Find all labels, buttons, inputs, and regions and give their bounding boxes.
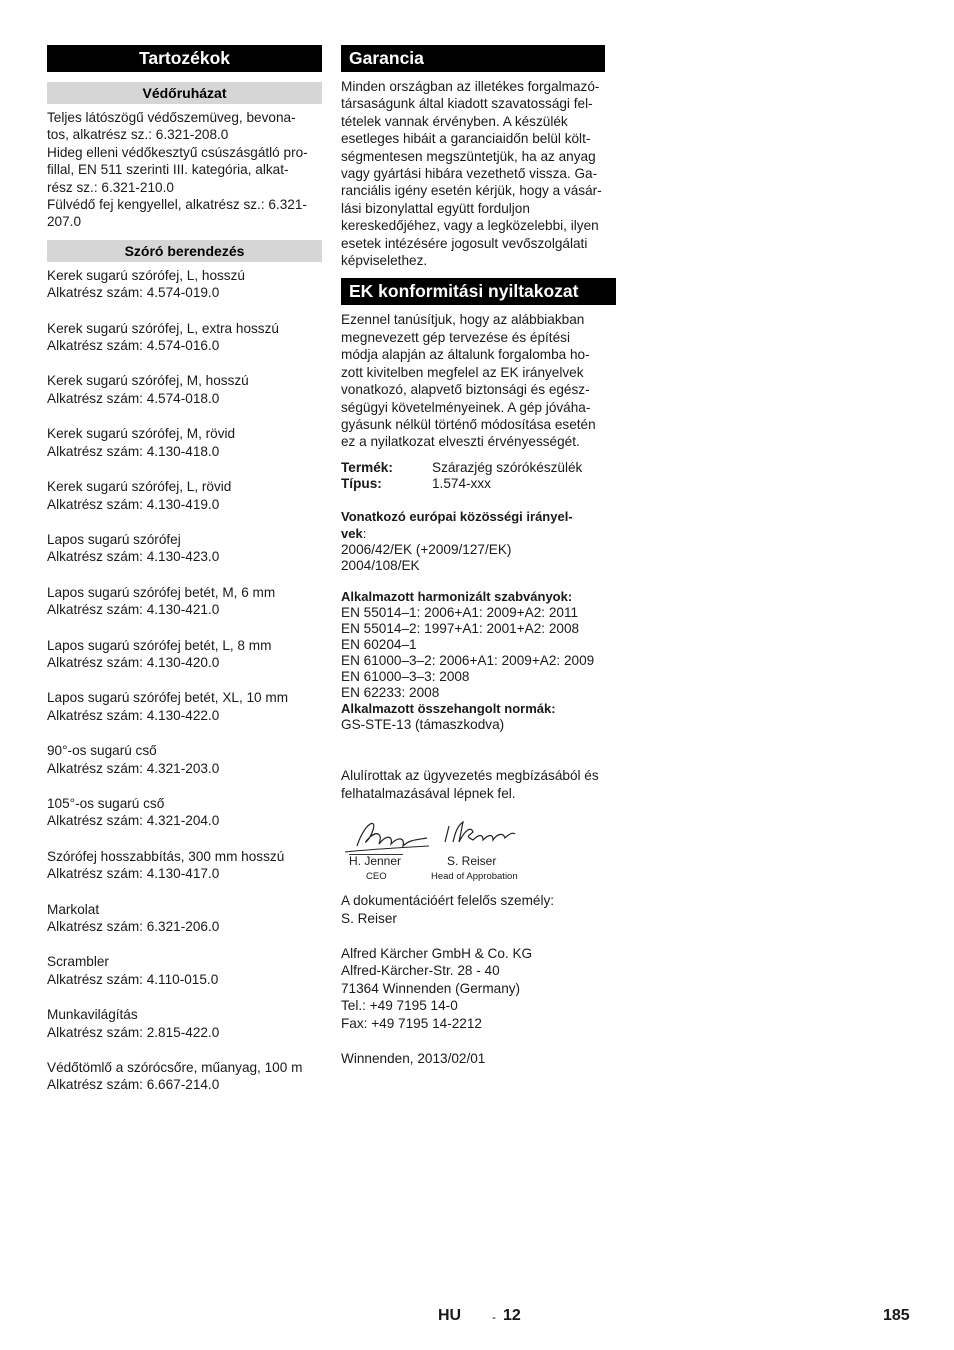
accessory-name: Védőtömlő a szórócsőre, műanyag, 100 m — [47, 1060, 303, 1076]
accessory-name: Kerek sugarú szórófej, M, hosszú — [47, 373, 249, 389]
product-label: Termék: — [341, 459, 393, 475]
ek-declaration-title: EK konformitási nyiltakozat — [341, 278, 616, 305]
spray-equipment-heading: Szóró berendezés — [47, 240, 322, 262]
accessory-part-number: Alkatrész szám: 4.574-019.0 — [47, 285, 220, 301]
accessory-name: Kerek sugarú szórófej, M, rövid — [47, 426, 236, 442]
signer1-role: CEO — [366, 871, 387, 883]
product-value: Szárazjég szórókészülék — [432, 459, 583, 475]
place-date: Winnenden, 2013/02/01 — [341, 1051, 486, 1066]
accessory-part-number: Alkatrész szám: 4.130-423.0 — [47, 549, 220, 565]
accessory-name: Scrambler — [47, 954, 109, 970]
accessory-name: Kerek sugarú szórófej, L, hosszú — [47, 267, 245, 283]
standards-section — [341, 589, 616, 733]
accessory-name: Szórófej hosszabbítás, 300 mm hosszú — [47, 848, 285, 864]
protective-clothing-line: rész sz.: 6.321-210.0 — [47, 179, 174, 195]
accessory-part-number: Alkatrész szám: 2.815-422.0 — [47, 1024, 220, 1040]
reiser-signature-scribble — [439, 816, 519, 852]
company-address — [341, 945, 616, 1032]
accessory-item — [47, 953, 322, 988]
directives-section — [341, 508, 616, 575]
warranty-line: ségmentesen megszüntetjük, ha az anyag — [341, 148, 596, 164]
standards-list — [341, 605, 616, 701]
protective-clothing-heading: Védőruházat — [47, 82, 322, 104]
accessory-item — [47, 372, 322, 407]
ek-declaration-line: megnevezett gép tervezése és építési — [341, 329, 570, 345]
accessory-name: 90°-os sugarú cső — [47, 743, 157, 759]
product-row — [341, 459, 616, 476]
documentation-responsible — [341, 892, 616, 927]
accessory-part-number: Alkatrész szám: 4.130-418.0 — [47, 443, 220, 459]
ek-declaration-line: ez a nyilatkozat elveszti érvényességét. — [341, 434, 580, 450]
protective-clothing-line: Fülvédő fej kengyellel, alkatrész sz.: 6.321- — [47, 197, 307, 213]
accessory-name: Lapos sugarú szórófej betét, L, 8 mm — [47, 637, 272, 653]
warranty-line: kereskedőjéhez, vagy a legközelebbi, ilyen — [341, 218, 599, 234]
warranty-line: képviselethez. — [341, 253, 428, 269]
accessory-part-number: Alkatrész szám: 4.130-421.0 — [47, 602, 220, 618]
accessory-item — [47, 1006, 322, 1041]
ek-declaration-line: Ezennel tanúsítjuk, hogy az alábbiakban — [341, 312, 585, 328]
directives-label-line2 — [341, 525, 616, 542]
directives-label-word: vek — [341, 525, 363, 541]
signatories-text — [341, 767, 616, 802]
accessory-item — [47, 637, 322, 672]
type-value: 1.574-xxx — [432, 476, 491, 492]
company-address-line: Alfred Kärcher GmbH & Co. KG — [341, 945, 533, 961]
accessory-item — [47, 689, 322, 724]
signatories-line: felhatalmazásával lépnek fel. — [341, 785, 516, 801]
accessory-item — [47, 848, 322, 883]
doc-person-name: S. Reiser — [341, 910, 397, 926]
protective-clothing-line: Hideg elleni védőkesztyű csúszásgátló pro- — [47, 144, 308, 160]
accessory-name: Markolat — [47, 901, 100, 917]
accessory-part-number: Alkatrész szám: 4.321-203.0 — [47, 760, 220, 776]
protective-clothing-line: tos, alkatrész sz.: 6.321-208.0 — [47, 127, 229, 143]
type-label: Típus: — [341, 476, 382, 492]
standard-item: EN 55014–2: 1997+A1: 2001+A2: 2008 — [341, 621, 580, 637]
warranty-text — [341, 78, 616, 269]
footer-page-number: 185 — [883, 1307, 910, 1324]
accessories-title: Tartozékok — [47, 45, 322, 72]
signatories-line: Alulírottak az ügyvezetés megbízásából és — [341, 768, 599, 784]
ek-declaration-line: zott kivitelben megfelel az EK irányelvek — [341, 364, 584, 380]
accessory-name: Munkavilágítás — [47, 1007, 138, 1023]
signer2-name: S. Reiser — [447, 854, 497, 869]
accessory-part-number: Alkatrész szám: 4.130-419.0 — [47, 496, 220, 512]
protective-clothing-line: Teljes látószögű védőszemüveg, bevona- — [47, 110, 296, 125]
doc-person-label: A dokumentációért felelős személy: — [341, 893, 555, 909]
product-info — [341, 459, 616, 493]
spray-equipment-list — [47, 267, 322, 1094]
accessory-item — [47, 742, 322, 777]
warranty-line: tételek vannak érvényben. A készülék — [341, 113, 568, 129]
ek-declaration-text — [341, 311, 616, 450]
type-row — [341, 475, 616, 492]
warranty-line: esetleges hibáit a garanciaidőn belül költ- — [341, 131, 591, 147]
norms-label: Alkalmazott összehangolt normák: — [341, 701, 556, 717]
accessory-name: Lapos sugarú szórófej betét, XL, 10 mm — [47, 690, 289, 706]
accessory-part-number: Alkatrész szám: 4.130-417.0 — [47, 866, 220, 882]
standard-item: EN 55014–1: 2006+A1: 2009+A2: 2011 — [341, 605, 579, 621]
warranty-title: Garancia — [341, 45, 605, 72]
directives-list — [341, 542, 616, 574]
company-address-line: Fax: +49 7195 14-2212 — [341, 1015, 482, 1031]
warranty-line: lási bizonylattal együtt forduljon — [341, 200, 530, 216]
standard-item: EN 61000–3–2: 2006+A1: 2009+A2: 2009 — [341, 653, 595, 669]
ek-declaration-line: vonatkozó, alapvető biztonsági és egész- — [341, 382, 590, 398]
company-address-line: Alfred-Kärcher-Str. 28 - 40 — [341, 963, 500, 979]
accessory-item — [47, 1059, 322, 1094]
accessories-column — [47, 45, 322, 1112]
accessory-name: Kerek sugarú szórófej, L, rövid — [47, 479, 232, 495]
accessory-name: 105°-os sugarú cső — [47, 795, 165, 811]
accessory-part-number: Alkatrész szám: 4.321-204.0 — [47, 813, 220, 829]
accessory-part-number: Alkatrész szám: 4.574-018.0 — [47, 390, 220, 406]
ek-declaration-line: ségügyi követelményeinek. A gép jóváha- — [341, 399, 591, 415]
warranty-line: vagy gyártási hibára vezethető vissza. Ga- — [341, 166, 598, 182]
warranty-line: társaságunk által kiadott szavatossági fel- — [341, 96, 593, 112]
accessory-item — [47, 531, 322, 566]
standards-label: Alkalmazott harmonizált szabványok: — [341, 589, 573, 605]
ek-declaration-line: gyásunk nélkül történő módosítása esetén — [341, 416, 596, 432]
accessory-item — [47, 478, 322, 513]
accessory-name: Lapos sugarú szórófej betét, M, 6 mm — [47, 584, 276, 600]
standard-item: EN 60204–1 — [341, 637, 417, 653]
directive-item: 2006/42/EK (+2009/127/EK) — [341, 542, 512, 558]
warranty-line: Minden országban az illetékes forgalmazó- — [341, 79, 600, 94]
accessory-part-number: Alkatrész szám: 6.321-206.0 — [47, 919, 220, 934]
accessory-name: Lapos sugarú szórófej — [47, 531, 181, 547]
signer1-name: H. Jenner — [349, 854, 402, 869]
accessory-item — [47, 584, 322, 619]
accessory-item — [47, 901, 322, 936]
norms-value: GS-STE-13 (támaszkodva) — [341, 717, 505, 733]
accessory-part-number: Alkatrész szám: 4.110-015.0 — [47, 971, 219, 987]
footer-section-page: 12 — [503, 1307, 521, 1324]
directive-item: 2004/108/EK — [341, 558, 420, 574]
company-address-line: 71364 Winnenden (Germany) — [341, 980, 521, 996]
protective-clothing-text — [47, 109, 322, 231]
accessory-part-number: Alkatrész szám: 4.130-422.0 — [47, 707, 220, 723]
accessory-item — [47, 267, 322, 302]
footer-language: HU — [438, 1307, 462, 1324]
standard-item: EN 61000–3–3: 2008 — [341, 669, 470, 685]
accessory-part-number: Alkatrész szám: 4.130-420.0 — [47, 654, 220, 670]
accessory-item — [47, 425, 322, 460]
protective-clothing-line: fillal, EN 511 szerinti III. kategória, alkat- — [47, 162, 289, 178]
jenner-signature-scribble — [343, 816, 433, 856]
signer2-role: Head of Approbation — [431, 871, 518, 883]
accessory-part-number: Alkatrész szám: 6.667-214.0 — [47, 1077, 220, 1093]
accessory-item — [47, 795, 322, 830]
warranty-line: ranciális igény esetén kérjük, hogy a vásár- — [341, 183, 602, 199]
accessory-name: Kerek sugarú szórófej, L, extra hosszú — [47, 320, 279, 336]
standard-item: EN 62233: 2008 — [341, 685, 440, 701]
accessory-part-number: Alkatrész szám: 4.574-016.0 — [47, 338, 220, 354]
directives-label-colon: : — [362, 525, 367, 541]
accessory-item — [47, 320, 322, 355]
protective-clothing-line: 207.0 — [47, 214, 82, 230]
signatures — [341, 816, 616, 882]
directives-label-line1: Vonatkozó európai közösségi irányel- — [341, 508, 573, 524]
ek-declaration-line: módja alapján az általunk forgalomba ho- — [341, 347, 590, 363]
company-address-line: Tel.: +49 7195 14-0 — [341, 998, 458, 1014]
warranty-declaration-column — [341, 45, 616, 1067]
warranty-line: esetek intézésére jogosult vevőszolgálati — [341, 235, 588, 251]
footer-dash: - — [492, 1310, 496, 1324]
